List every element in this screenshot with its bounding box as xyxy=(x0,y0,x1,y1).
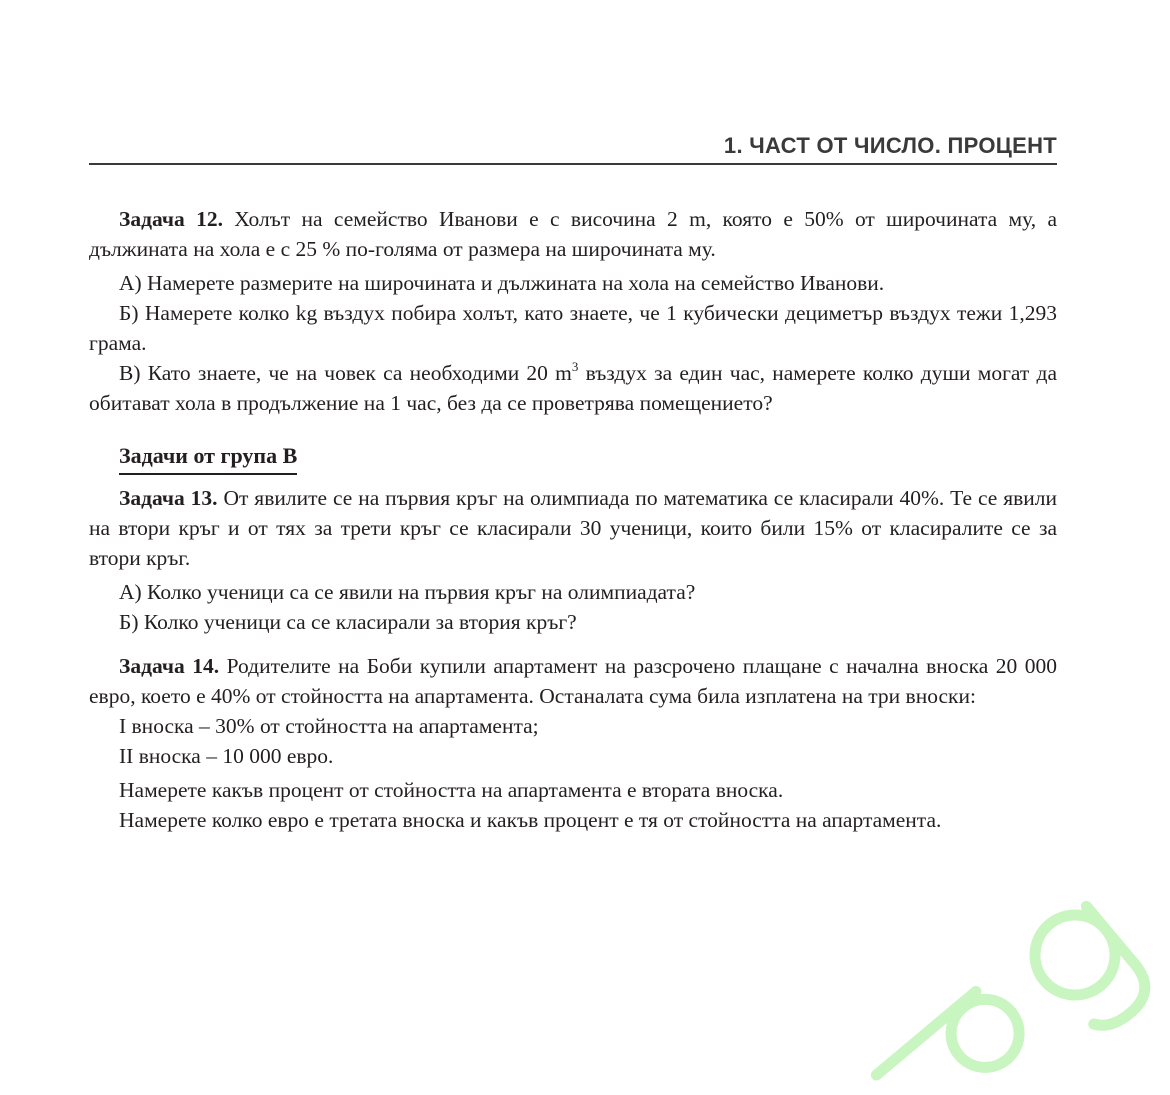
group-b-heading: Задачи от група В xyxy=(119,441,297,475)
task-14-text: Родителите на Боби купили апартамент на разсрочено плащане с начална вноска 20 000 евро, което е 40% от стойността на апартамента. Останалата сума била изплатена на три вноски: xyxy=(89,654,1057,708)
task-14-question-1: Намерете какъв процент от стойността на апартамента е втората вноска. xyxy=(119,778,784,802)
watermark-letter-g xyxy=(1019,899,1157,1042)
task-14-statement xyxy=(89,651,1057,711)
task-12-question-b: Б) Намерете колко kg въздух побира холът, като знаете, че 1 кубически дециметър въздух тежи 1,293 грама. xyxy=(89,301,1057,355)
task-13-text: От явилите се на първия кръг на олимпиада по математика се класирали 40%. Те се явили на втори кръг и от тях за трети кръг се класирали 30 ученици, които били 15% от класиралите се за втори кръг. xyxy=(89,486,1057,570)
watermark-letter-b xyxy=(876,982,1033,1095)
running-header xyxy=(89,133,1057,165)
task-14-installment-1: I вноска – 30% от стойността на апартамента; xyxy=(119,714,539,738)
task-13-question-b: Б) Колко ученици са се класирали за втория кръг? xyxy=(119,610,577,634)
task-13-label: Задача 13. xyxy=(119,486,218,510)
task-12-c-superscript: 3 xyxy=(571,359,579,374)
task-12-c-text-end: въздух за един час, намерете колко души могат да обитават хола в продължение на 1 час, без да се проветрява помещението? xyxy=(89,361,1057,415)
task-13-question-a: А) Колко ученици са се явили на първия кръг на олимпиадата? xyxy=(119,580,696,604)
task-12-c-text-start: В) Като знаете, че на човек са необходими 20 m xyxy=(119,361,572,385)
bg-watermark-logo xyxy=(850,860,1170,1095)
task-12-question-a: А) Намерете размерите на широчината и дължината на хола на семейство Иванови. xyxy=(119,271,885,295)
task-12-question-c xyxy=(89,358,1057,418)
task-12-label: Задача 12. xyxy=(119,207,223,231)
task-13-statement xyxy=(89,483,1057,573)
content xyxy=(89,204,1057,835)
task-14-label: Задача 14. xyxy=(119,654,220,678)
task-12-text: Холът на семейство Иванови е с височина 2 m, която е 50% от широчината му, а дължината на хола е с 25 % по-голяма от размера на широчината му. xyxy=(89,207,1057,261)
task-14-installment-2: II вноска – 10 000 евро. xyxy=(119,744,334,768)
task-12-statement xyxy=(89,204,1057,264)
chapter-title: 1. ЧАСТ ОТ ЧИСЛО. ПРОЦЕНТ xyxy=(723,133,1057,158)
task-14-question-2: Намерете колко евро е третата вноска и какъв процент е тя от стойността на апартамента. xyxy=(119,808,942,832)
